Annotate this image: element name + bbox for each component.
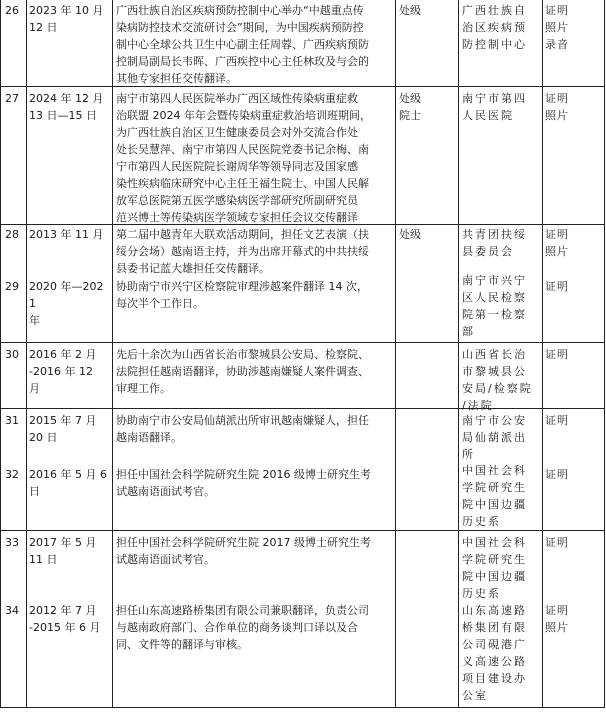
- row-number: 34: [5, 604, 19, 617]
- column-divider: [542, 0, 543, 708]
- row-description: 南宁市第四人民医院举办广西区域性传染病重症救 治联盟 2024 年年会暨传染病重症救治培训班期间， 为广西壮族自治区卫生健康委员会对外交流合作处 处长吴慧萍、南宁市第四人民医院党委书记余梅、南 宁市第四人民医院院长谢周华等领导同志及国家感 染性疾病临床研究中心主任王福生院士、中国人民解 放军总医院第五医学感染病医学部研究所副研究员 范兴博士等传染病医学领域专家担任会议交传翻译: [116, 92, 371, 224]
- table-border-left: [0, 0, 1, 708]
- row-number: 27: [5, 92, 19, 105]
- table-border-bottom: [0, 707, 605, 708]
- row-description: 担任山东高速路桥集团有限公司兼职翻译，负责公司 与越南政府部门、合作单位的商务谈判口译以及合 同、文件等的翻译与审核。: [116, 604, 369, 651]
- row-number: 32: [5, 468, 19, 481]
- row-evidence: 证明: [545, 280, 569, 293]
- row-organization: 南宁市第四 人民医院: [462, 92, 527, 122]
- row-number: 31: [5, 414, 19, 427]
- row-number: 28: [5, 228, 19, 241]
- row-evidence: 证明: [545, 536, 569, 549]
- row-date: 2017 年 5 月 11 日: [29, 536, 97, 566]
- row-description: 协助南宁市兴宁区检察院审理涉越案件翻译 14 次， 每次半个工作日。: [116, 280, 368, 310]
- row-level: 处级: [399, 4, 421, 17]
- row-date: 2016 年 2 月 -2016 年 12 月: [29, 348, 97, 395]
- row-divider: [0, 342, 605, 343]
- row-organization: 共青团扶绥 县委员会: [462, 228, 527, 258]
- row-organization: 中国社会科 学院研究生 院中国边疆 历史系: [462, 536, 527, 600]
- row-description: 第二届中越青年大联欢活动期间，担任文艺表演（扶 绥分会场）越南语主持，并为出席开幕式的中共扶绥 县委书记蓝大雄担任交传翻译。: [116, 228, 369, 275]
- row-evidence: 证明 照片: [545, 92, 569, 122]
- row-evidence: 证明: [545, 414, 569, 427]
- row-evidence: 证明: [545, 348, 569, 361]
- row-organization: 中国社会科 学院研究生 院中国边疆 历史系: [462, 464, 527, 528]
- row-organization: 山东高速路 桥集团有限 公司硯港广 义高速公路 项目建设办 公室: [462, 604, 527, 702]
- row-number: 29: [5, 280, 19, 293]
- row-divider: [0, 530, 605, 531]
- row-date: 2015 年 7 月 20 日: [29, 414, 97, 444]
- row-description: 担任中国社会科学院研究生院 2016 级博士研究生考 试越南语面试考官。: [116, 468, 371, 498]
- row-organization: 南宁市公安 局仙葫派出 所: [462, 414, 527, 461]
- row-date: 2012 年 7 月 -2015 年 6 月: [29, 604, 101, 634]
- row-number: 26: [5, 4, 19, 17]
- row-date: 2023 年 10 月 12 日: [29, 4, 104, 34]
- row-description: 担任中国社会科学院研究生院 2017 级博士研究生考 试越南语面试考官。: [116, 536, 371, 566]
- column-divider: [112, 0, 113, 708]
- row-description: 协助南宁市公安局仙葫派出所审讯越南嫌疑人，担任 越南语翻译。: [116, 414, 369, 444]
- column-divider: [458, 0, 459, 708]
- row-organization: 广西壮族自 治区疾病预 防控制中心: [462, 4, 527, 51]
- table-border-right: [604, 0, 605, 708]
- row-description: 先后十余次为山西省长治市黎城县公安局、检察院、 法院担任越南语翻译，协助涉越南嫌疑人案件调查、 审理工作。: [116, 348, 369, 395]
- row-number: 30: [5, 348, 19, 361]
- row-number: 33: [5, 536, 19, 549]
- row-level: 处级 院士: [399, 92, 421, 122]
- row-evidence: 证明 照片 录音: [545, 4, 569, 51]
- row-organization: 山西省长治 市黎城县公 安局/检察院 /法院: [462, 348, 533, 412]
- column-divider: [26, 0, 27, 708]
- row-evidence: 证明 照片: [545, 228, 569, 258]
- row-date: 2013 年 11 月: [29, 228, 104, 241]
- row-evidence: 证明: [545, 468, 569, 481]
- row-description: 广西壮族自治区疾病预防控制中心举办“中越重点传 染病防控技术交流研讨会”期间，为中国疾病预防控 制中心全球公共卫生中心副主任周蓉、广西疾病预防 控制局副局长韦晖、广西疾控中心主任林玫及与会的 其他专家担任交传翻译。: [116, 4, 369, 85]
- row-organization: 南宁市兴宁 区人民检察 院第一检察 部: [462, 274, 527, 338]
- row-date: 2016 年 5 月 6 日: [29, 468, 107, 498]
- row-date: 2020 年—2021 年: [29, 280, 104, 327]
- row-evidence: 证明 照片: [545, 604, 569, 634]
- row-date: 2024 年 12 月 13 日—15 日: [29, 92, 104, 122]
- row-level: 处级: [399, 228, 421, 241]
